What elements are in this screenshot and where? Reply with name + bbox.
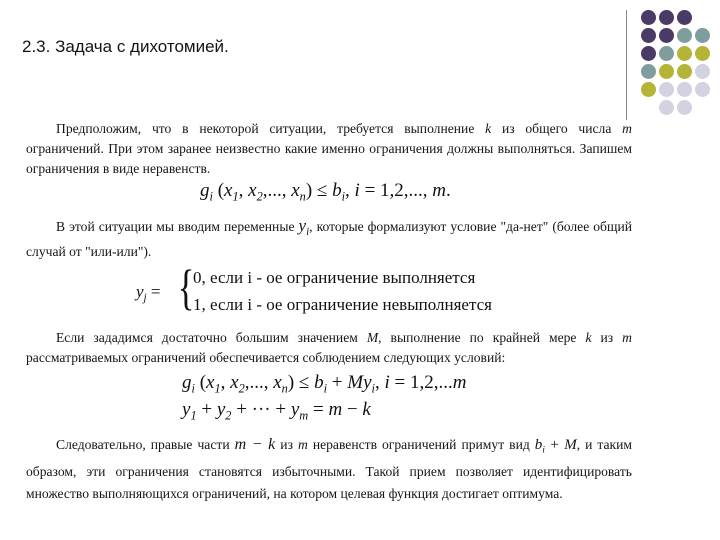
decor-dot	[695, 46, 710, 61]
p3-text-c: из	[600, 330, 614, 345]
decor-dot	[641, 10, 656, 25]
decor-dot	[659, 64, 674, 79]
paragraph-4	[26, 434, 632, 505]
p1-text-a: Предположим, что в некоторой ситуации, требуется выполнение	[56, 121, 475, 136]
formula-constraints: $g_i$ ($x_1$, $x_2$,..., $x_n) \le b_i$, i = 1,2,..., m.	[200, 180, 451, 204]
formula-big-M: $g_i$ ($x_1$, $x_2$,..., $x_n) \le b_i + My_i$, i = 1,2,...m	[182, 372, 467, 396]
decor-dot	[641, 64, 656, 79]
cases-lhs: $y_j$ =	[136, 282, 161, 304]
p4-expr-m-minus-k: m − k	[234, 436, 276, 453]
decor-dot	[659, 46, 674, 61]
decor-dot	[659, 82, 674, 97]
p3-text-b: , выполнение по крайней мере	[378, 330, 577, 345]
cases-brace: {	[177, 259, 195, 315]
p1-var-k: k	[485, 121, 492, 136]
p3-var-m: m	[622, 330, 632, 345]
decor-dot	[659, 10, 674, 25]
decor-dot	[677, 100, 692, 115]
p4-text-b: из	[280, 437, 293, 452]
divider-line	[626, 10, 627, 120]
p3-text-d: рассматриваемых ограничений обеспечивается соблюдением следующих условий:	[26, 350, 506, 365]
p2-var-yi: $y_i$	[298, 216, 310, 238]
decor-dot	[677, 28, 692, 43]
decor-dot	[641, 82, 656, 97]
paragraph-2	[26, 216, 632, 262]
page-title: 2.3. Задача с дихотомией.	[22, 37, 229, 56]
paragraph-3	[26, 328, 632, 368]
p1-text-b: из общего числа	[501, 121, 612, 136]
decor-dot	[659, 100, 674, 115]
p3-var-M: M	[366, 330, 379, 345]
decor-dot	[659, 28, 674, 43]
p4-text-c: неравенств ограничений примут вид	[312, 437, 530, 452]
p4-expr-bi-plus-M: $b_i + M$	[534, 437, 577, 456]
decor-dot	[695, 64, 710, 79]
p1-text-c: ограничений. При этом заранее неизвестно какие именно ограничения должны выполняться. Запишем ограничения в виде неравенств.	[26, 141, 632, 176]
decor-dot	[695, 28, 710, 43]
p4-text-a: Следовательно, правые части	[56, 437, 230, 452]
decor-dot	[677, 64, 692, 79]
decor-dot	[677, 82, 692, 97]
decor-dot	[677, 46, 692, 61]
paragraph-1	[26, 119, 632, 179]
p1-var-m: m	[622, 121, 632, 136]
p3-var-k: k	[585, 330, 592, 345]
p2-text-b: , которые формализуют условие "да-нет" (более общий случай от "или-или").	[26, 219, 632, 259]
p3-text-a: Если зададимся достаточно большим значением	[56, 330, 358, 345]
decor-dot	[641, 46, 656, 61]
cases-row-2: 1, если i - ое ограничение невыполняется	[193, 295, 492, 314]
p4-text-d: , и таким образом, эти ограничения становятся избыточными. Такой прием позволяет идентифицировать множество выполняющихся ограничений, на котором целевая функция достигает оптимума.	[26, 437, 632, 502]
cases-row-1: 0, если i - ое ограничение выполняется	[193, 268, 476, 287]
decor-dot	[695, 82, 710, 97]
p2-text-a: В этой ситуации мы вводим переменные	[56, 219, 295, 234]
decor-dot	[641, 28, 656, 43]
decor-dot	[677, 10, 692, 25]
p4-var-m: m	[297, 437, 308, 452]
formula-sum: $y_1 + y_2$ + ··· + $y_m = m - k$	[182, 399, 371, 423]
